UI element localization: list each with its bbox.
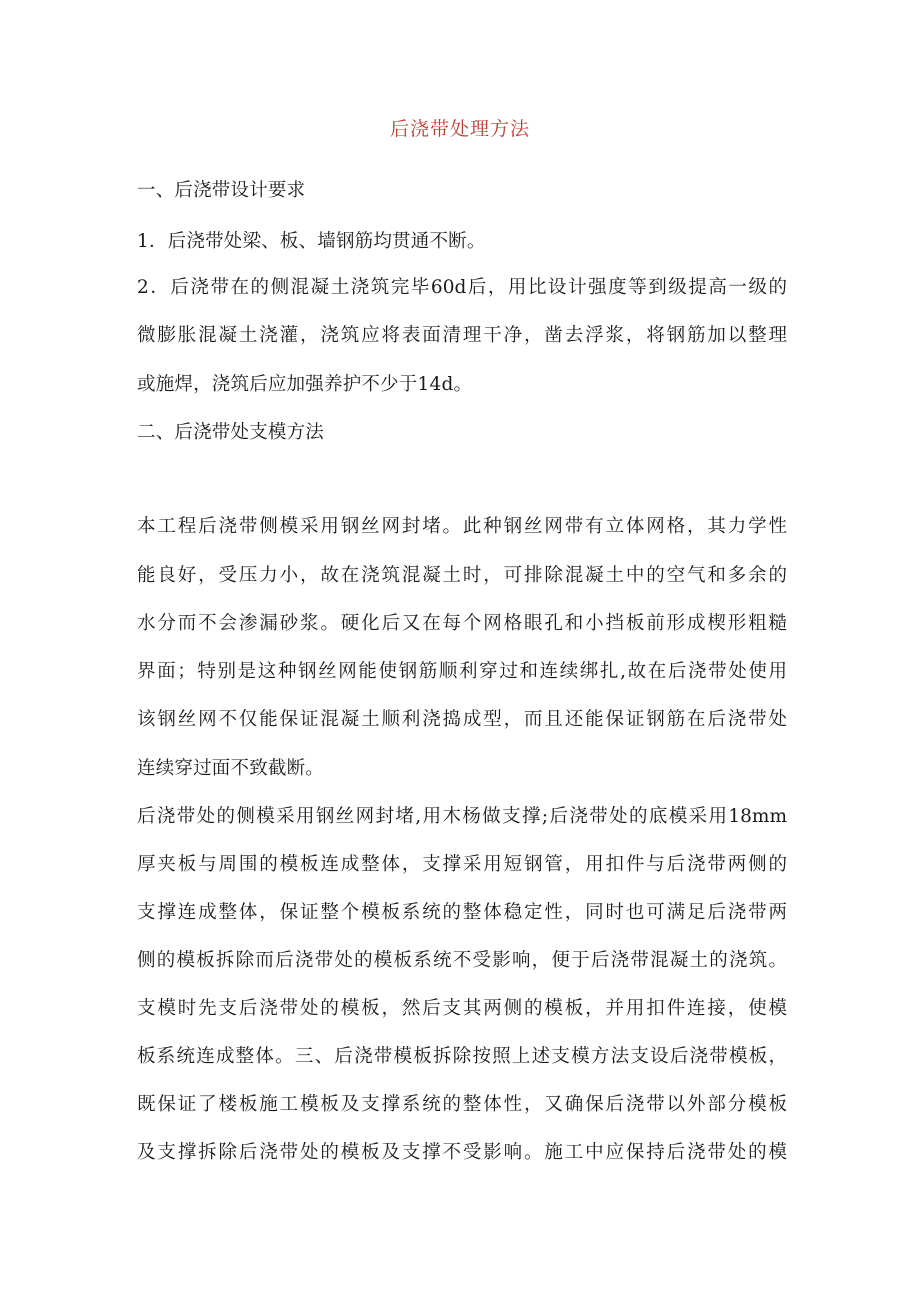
document-title: 后浇带处理方法 bbox=[389, 118, 530, 140]
paragraph-line: 支模时先支后浇带处的模板，然后支其两侧的模板，并用扣件连接，使模 bbox=[137, 998, 787, 1019]
paragraph-line: 1．后浇带处梁、板、墙钢筋均贯通不断。 bbox=[137, 231, 486, 252]
section-heading-formwork-method: 二、后浇带处支模方法 bbox=[137, 422, 325, 443]
section-heading-design-requirements: 一、后浇带设计要求 bbox=[137, 180, 306, 201]
paragraph-line: 连续穿过面不致截断。 bbox=[137, 758, 325, 779]
paragraph-line: 支撑连成整体，保证整个模板系统的整体稳定性，同时也可满足后浇带两 bbox=[137, 902, 787, 923]
paragraph-line: 水分而不会渗漏砂浆。硬化后又在每个网格眼孔和小挡板前形成楔形粗糙 bbox=[137, 613, 787, 634]
paragraph-line: 该钢丝网不仅能保证混凝土顺利浇捣成型，而且还能保证钢筋在后浇带处 bbox=[137, 709, 787, 730]
paragraph-line: 侧的模板拆除而后浇带处的模板系统不受影响，便于后浇带混凝土的浇筑。 bbox=[137, 950, 787, 971]
paragraph-line: 既保证了楼板施工模板及支撑系统的整体性，又确保后浇带以外部分模板 bbox=[137, 1094, 787, 1115]
paragraph-line: 本工程后浇带侧模采用钢丝网封堵。此种钢丝网带有立体网格，其力学性 bbox=[137, 516, 787, 537]
paragraph-line: 板系统连成整体。三、后浇带模板拆除按照上述支模方法支设后浇带模板， bbox=[137, 1046, 787, 1067]
paragraph-line: 厚夹板与周围的模板连成整体，支撑采用短钢管，用扣件与后浇带两侧的 bbox=[137, 854, 787, 875]
paragraph-line: 界面；特别是这种钢丝网能使钢筋顺利穿过和连续绑扎,故在后浇带处使用 bbox=[137, 661, 787, 682]
paragraph-line: 及支撑拆除后浇带处的模板及支撑不受影响。施工中应保持后浇带处的模 bbox=[137, 1142, 787, 1163]
paragraph-line: 能良好，受压力小，故在浇筑混凝土时，可排除混凝土中的空气和多余的 bbox=[137, 565, 787, 586]
paragraph-line: 微膨胀混凝土浇灌，浇筑应将表面清理干净，凿去浮浆，将钢筋加以整理 bbox=[137, 325, 787, 346]
paragraph-line: 2．后浇带在的侧混凝土浇筑完毕60d后，用比设计强度等到级提高一级的 bbox=[137, 277, 787, 298]
paragraph-line: 或施焊，浇筑后应加强养护不少于14d。 bbox=[137, 374, 473, 395]
paragraph-line: 后浇带处的侧模采用钢丝网封堵,用木杨做支撑;后浇带处的底模采用18mm bbox=[137, 806, 787, 827]
